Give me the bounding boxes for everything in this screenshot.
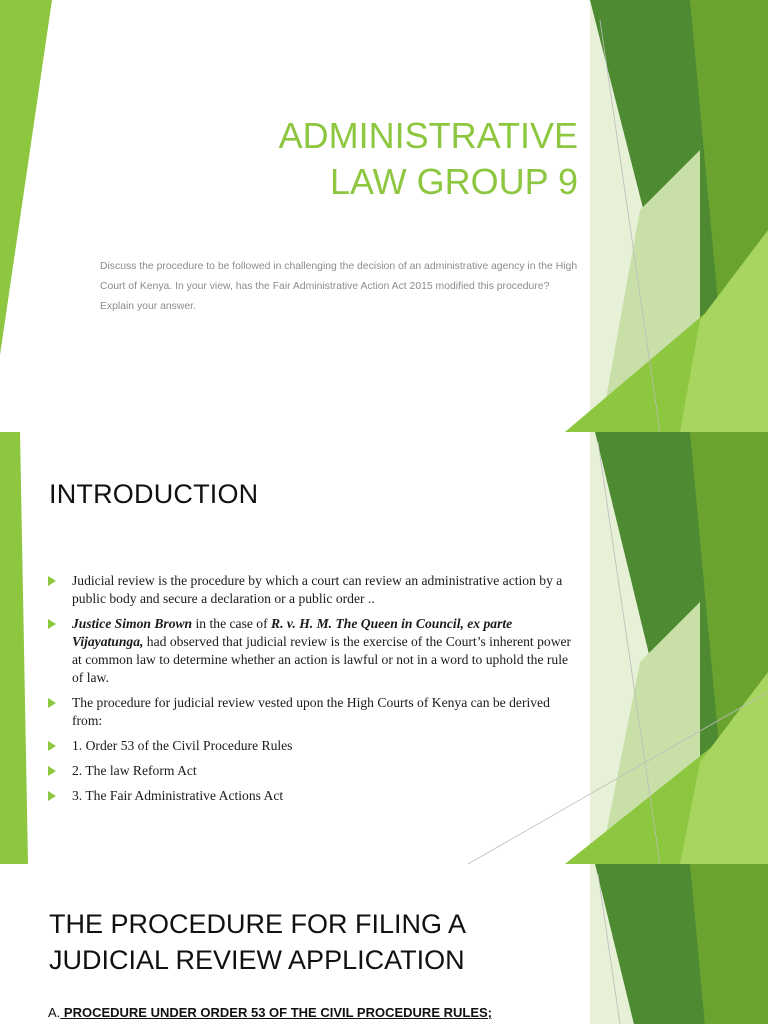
bullet-arrow-icon <box>48 698 56 708</box>
title-slide <box>0 0 768 432</box>
bullet-arrow-icon <box>48 619 56 629</box>
title-line-2: LAW GROUP 9 <box>329 161 578 202</box>
bullet-text: The procedure for judicial review vested upon the High Courts of Kenya can be derived from: <box>72 695 550 728</box>
bullet-arrow-icon <box>48 576 56 586</box>
procedure-slide <box>0 864 768 1024</box>
bullet-list <box>48 572 578 812</box>
justice-name: Justice Simon Brown <box>72 616 193 631</box>
slide-heading <box>49 906 466 978</box>
bullet-arrow-icon <box>48 741 56 751</box>
list-item <box>48 787 578 805</box>
case-citation: R. v. H. M. The Queen in Council, ex parte Vijayatunga, <box>72 616 513 649</box>
slide-heading: INTRODUCTION <box>49 479 259 509</box>
slide-subtitle: Discuss the procedure to be followed in challenging the decision of an administrative agency in the High Court of Kenya. In your view, has the Fair Administrative Action Act 2015 modified this procedure? Explain your answer. <box>100 261 578 312</box>
bullet-text-rest: had observed that judicial review is the exercise of the Court’s inherent power at common law to determine whether an action is lawful or not in a word to uphold the rule of law. <box>72 634 572 685</box>
heading-line-1: THE PROCEDURE FOR FILING A <box>49 909 467 939</box>
list-item <box>48 615 578 687</box>
title-line-1: ADMINISTRATIVE <box>278 115 578 156</box>
section-title: PROCEDURE UNDER ORDER 53 OF THE CIVIL PROCEDURE RULES; <box>60 1005 492 1020</box>
list-item <box>48 694 578 730</box>
left-green-strip <box>0 0 52 355</box>
left-green-strip <box>0 432 28 864</box>
bullet-text: 3. The Fair Administrative Actions Act <box>72 788 284 803</box>
bullet-text: Judicial review is the procedure by which a court can review an administrative action by a public body and secure a declaration or a public order .. <box>72 573 563 606</box>
heading-line-2: JUDICIAL REVIEW APPLICATION <box>49 945 465 975</box>
bullet-arrow-icon <box>48 766 56 776</box>
bullet-arrow-icon <box>48 791 56 801</box>
section-subheading <box>48 1005 492 1020</box>
bullet-text: 2. The law Reform Act <box>72 763 197 778</box>
introduction-slide <box>0 432 768 864</box>
slide-1-decoration <box>0 0 768 432</box>
slide-title <box>158 113 578 205</box>
bullet-text-mid: in the case of <box>192 616 272 631</box>
list-item <box>48 572 578 608</box>
section-letter: A. <box>48 1005 61 1020</box>
list-item <box>48 737 578 755</box>
list-item <box>48 762 578 780</box>
bullet-text: 1. Order 53 of the Civil Procedure Rules <box>72 738 293 753</box>
